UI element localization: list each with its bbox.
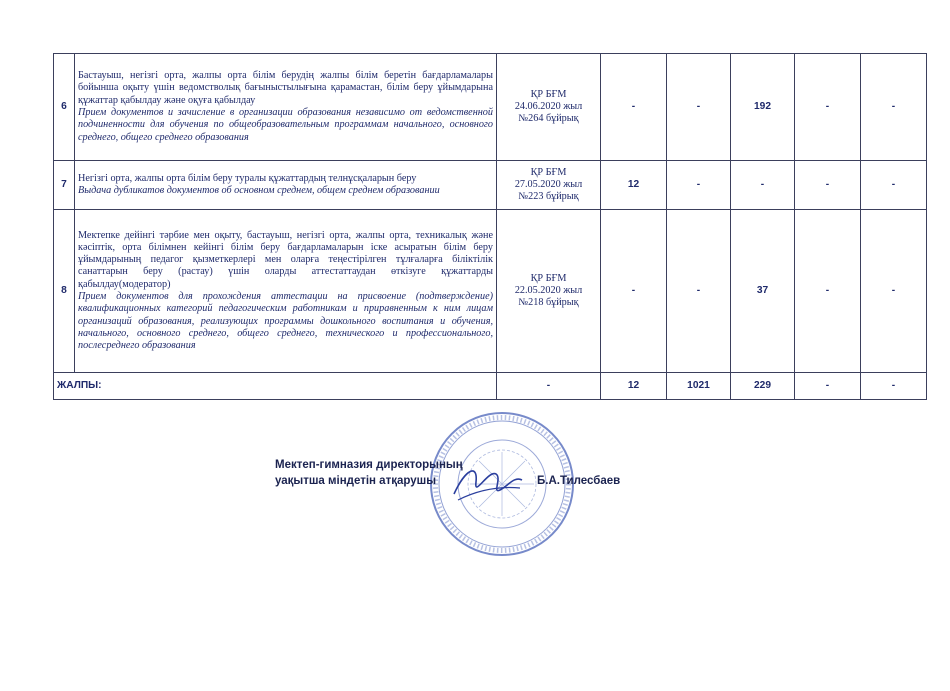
row-number: 7 <box>54 161 75 210</box>
total-row <box>54 373 927 400</box>
total-label: ЖАЛПЫ: <box>54 373 497 400</box>
cell-value: 12 <box>601 161 667 210</box>
cell-value: - <box>861 54 927 161</box>
order-org: ҚР БҒМ <box>530 88 567 100</box>
order-reference <box>497 210 601 373</box>
cell-value: - <box>795 54 861 161</box>
table-row <box>54 161 927 210</box>
total-value: - <box>497 373 601 400</box>
order-number: №264 бұйрық <box>518 113 579 125</box>
cell-value: - <box>601 54 667 161</box>
order-number: №218 бұйрық <box>518 297 579 309</box>
order-number: №223 бұйрық <box>518 191 579 203</box>
service-description <box>75 54 497 161</box>
service-description <box>75 210 497 373</box>
order-date: 27.05.2020 жыл <box>514 178 583 190</box>
order-date: 24.06.2020 жыл <box>514 100 583 112</box>
service-description <box>75 161 497 210</box>
service-name-ru: Прием документов и зачисление в организации образования независимо от ведомственной подчиненности для обучения по общеобразовательным программам начального, основного среднего, общего среднего образования <box>78 107 493 143</box>
order-org: ҚР БҒМ <box>530 272 567 284</box>
service-name-ru: Выдача дубликатов документов об основном среднем, общем среднем образовании <box>78 185 440 196</box>
row-number: 8 <box>54 210 75 373</box>
cell-value: - <box>601 210 667 373</box>
total-value: - <box>795 373 861 400</box>
service-name-kz: Мектепке дейінгі тәрбие мен оқыту, бастауыш, негізгі орта, жалпы орта, техникалық және кәсіптік, орта білімнен кейінгі білім беру бағдарламаларын іске асыратын білім беру ұйымдарының педагог қызметкерлері мен оларға теңестірілген тұлғаларға біліктілік санаттарын беру (растау) үшін оларды аттестаттаудан өткізуге құжаттарды қабылдау(модератор) <box>78 229 493 290</box>
order-date: 22.05.2020 жыл <box>514 284 583 296</box>
cell-value: - <box>861 161 927 210</box>
cell-value: - <box>667 210 731 373</box>
signer-title-line2: уақытша міндетін атқарушы <box>275 475 437 487</box>
cell-value: - <box>861 210 927 373</box>
table-row <box>54 54 927 161</box>
total-value: 12 <box>601 373 667 400</box>
service-name-kz: Бастауыш, негізгі орта, жалпы орта білім берудің жалпы білім беретін бағдарламалары бойынша оқыту үшін ведомстволық бағыныстылығына қарамастан, білім беру ұйымдарына құжаттар қабылдау және оқуға қабылдау <box>78 70 493 106</box>
cell-value: 192 <box>731 54 795 161</box>
order-org: ҚР БҒМ <box>530 166 567 178</box>
cell-value: - <box>731 161 795 210</box>
cell-value: - <box>667 161 731 210</box>
total-value: 229 <box>731 373 795 400</box>
signer-name: Б.А.Тилесбаев <box>537 475 621 487</box>
total-value: - <box>861 373 927 400</box>
row-number: 6 <box>54 54 75 161</box>
order-reference <box>497 54 601 161</box>
total-value: 1021 <box>667 373 731 400</box>
service-name-ru: Прием документов для прохождения аттестации на присвоение (подтверждение) квалификационных категорий педагогическим работникам и приравненным к ним лицам организаций образования, реализующих программы дошкольного воспитания и обучения, начального, основного среднего, общего среднего, технического и профессионального, послесреднего образования <box>78 291 493 352</box>
services-table <box>53 53 927 400</box>
order-reference <box>497 161 601 210</box>
cell-value: - <box>795 161 861 210</box>
signer-title-line1: Мектеп-гимназия директорының <box>275 459 463 471</box>
cell-value: - <box>795 210 861 373</box>
cell-value: - <box>667 54 731 161</box>
cell-value: 37 <box>731 210 795 373</box>
table-row <box>54 210 927 373</box>
service-name-kz: Негізгі орта, жалпы орта білім беру туралы құжаттардың телнұсқаларын беру <box>78 172 417 184</box>
